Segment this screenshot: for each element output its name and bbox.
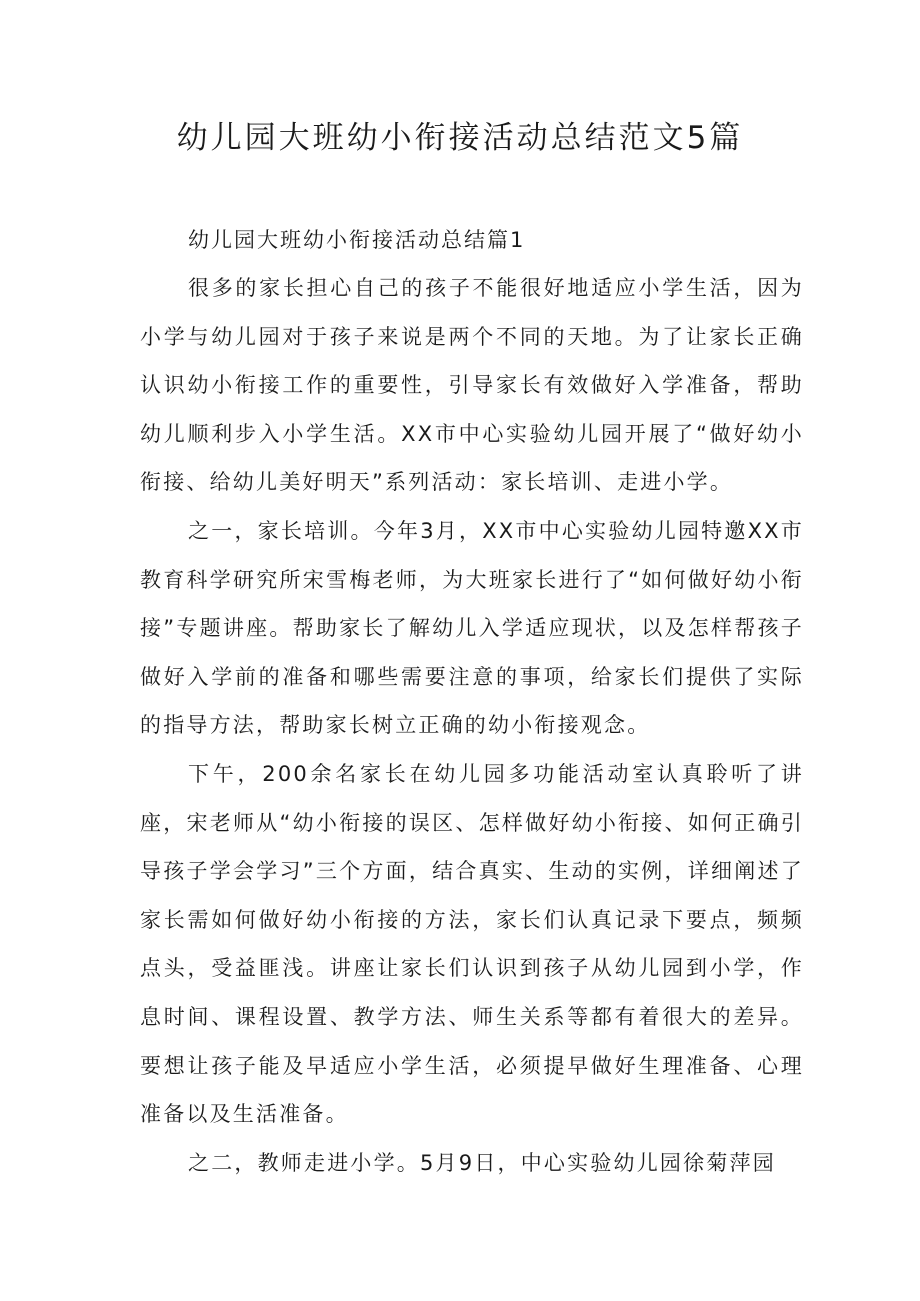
- section-heading: 幼儿园大班幼小衔接活动总结篇1: [188, 228, 526, 252]
- paragraph-3: 下午，200余名家长在幼儿园多功能活动室认真聆听了讲座，宋老师从“幼小衔接的误区、怎样做好幼小衔接、如何正确引导孩子学会学习”三个方面，结合真实、生动的实例，详细阐述了家长需如何做好幼小衔接的方法，家长们认真记录下要点，频频点头，受益匪浅。讲座让家长们认识到孩子从幼儿园到小学，作息时间、课程设置、教学方法、师生关系等都有着很大的差异。要想让孩子能及早适应小学生活，必须提早做好生理准备、心理准备以及生活准备。: [140, 761, 804, 1127]
- document-body: [140, 216, 804, 1187]
- paragraph-4: 之二，教师走进小学。5月9日，中心实验幼儿园徐菊萍园: [188, 1150, 776, 1175]
- paragraph-2: 之一，家长培训。今年3月，XX市中心实验幼儿园特邀XX市教育科学研究所宋雪梅老师，为大班家长进行了“如何做好幼小衔接”专题讲座。帮助家长了解幼儿入学适应现状，以及怎样帮孩子做好入学前的准备和哪些需要注意的事项，给家长们提供了实际的指导方法，帮助家长树立正确的幼小衔接观念。: [140, 518, 804, 738]
- document-title: 幼儿园大班幼小衔接活动总结范文5篇: [176, 120, 744, 156]
- paragraph-1: 很多的家长担心自己的孩子不能很好地适应小学生活，因为小学与幼儿园对于孩子来说是两个不同的天地。为了让家长正确认识幼小衔接工作的重要性，引导家长有效做好入学准备，帮助幼儿顺利步入小学生活。XX市中心实验幼儿园开展了“做好幼小衔接、给幼儿美好明天”系列活动：家长培训、走进小学。: [140, 276, 804, 495]
